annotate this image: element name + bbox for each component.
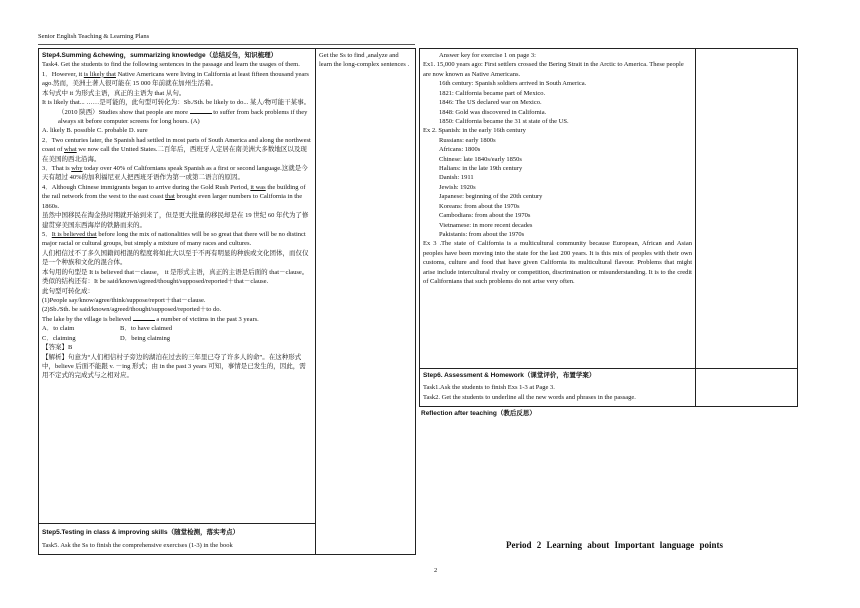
- conversion-label: 此句型可转化成：: [42, 287, 94, 295]
- ex1-answer: Ex1. 15,000 years ago: First settlers crossed the Bering Strait in the Arctic to America. These people are now known as Native Americans.: [423, 61, 684, 78]
- step6-title: Step6. Assessment & Homework（课堂评价，布置学案）: [423, 372, 596, 379]
- timeline-item-4: 1848: Gold was discovered in California.: [439, 108, 547, 116]
- exercise-1-options: A. likely B. possible C. probable D. sure: [42, 127, 148, 135]
- step5-cell: [38, 523, 316, 555]
- ex3-answer: Ex 3 .The state of California is a multicultural community because European, African and Asian peoples have been moving into the state for the last 200 years. It is this mix of peoples with their own customs, culture and food that have given California its multicultural flavour. Problems that might arise include intercultural rivalry or competition, discrimination or misunderstanding. It is to the credit of Californians that such problems do not arise very often.: [423, 240, 692, 286]
- exercise-2-options-ab: A．to claim B．to have claimed: [42, 325, 172, 333]
- exercise-1: （2010 陕西）Studies show that people are more to suffer from back problems if they always sit before computer screens for long hours. (A): [58, 108, 308, 125]
- ex2-item-7: Japanese: beginning of the 20th century: [439, 193, 543, 201]
- period-title: Period 2 Learning about Important language points: [506, 540, 724, 550]
- similar-structures: 类似的结构还有：It be said/known/agreed/thought/supposed/reported＋that－clause.: [42, 278, 269, 286]
- task4-intro: Task4. Get the students to find the following sentences in the passage and learn the usages of them.: [42, 61, 300, 69]
- step5-title: Step5.Testing in class & improving skills（随堂检测，落实考点）: [42, 529, 240, 536]
- exercise-2: The lake by the village is believed a number of victims in the past 3 years.: [42, 315, 259, 323]
- ex2-item-5: Danish: 1911: [439, 174, 474, 182]
- page-number: 2: [434, 567, 438, 574]
- homework-task-1: Task1.Ask the students to finish Exs 1-3 at Page 3.: [423, 384, 555, 392]
- ex2-item-8: Koreans: from about the 1970s: [439, 202, 520, 210]
- sentence-2: 2．Two centuries later, the Spanish had settled in most parts of South America and along the northwest coast of what we now call the United States.二百年后，西班牙人定居在南美洲大多数地区以及现在美国的西北沿海。: [42, 136, 311, 163]
- step4-title: Step4.Summing &chewing，summarizing knowledge（总结反刍，知识梳理）: [42, 52, 278, 59]
- answer-key-cell: [419, 48, 696, 369]
- remarks-cell-top: [695, 48, 798, 369]
- step4-cell: [38, 48, 316, 524]
- ex2-item-6: Jewish: 1920s: [439, 183, 476, 191]
- sentence-4-translation: 虽然中国移民在淘金热时期就开始到来了，但是更大批量的移民却是在 19 世纪 60 年代为了修建贯穿美国东西海岸的铁路而来的。: [42, 212, 309, 229]
- homework-task-2: Task2. Get the students to underline all the new words and phrases in the passage.: [423, 393, 636, 401]
- timeline-item-5: 1850: California became the 31 st state of the US.: [439, 117, 569, 125]
- sentence-1-note-2: It is likely that... ……是可能的，此句型可转化为：Sb./Sth. be likely to do... 某人/物可能干某事。: [42, 99, 311, 107]
- sentence-3: 3．That is why today over 40% of Californians speak Spanish as a first or second language.这就是今天有超过 40%的加利福尼亚人把西班牙语作为第一或第二语言的原因。: [42, 165, 308, 182]
- sentence-5: 5．It is believed that before long the mix of nationalities will be so great that there will be no distinct major racial or cultural groups, but simply a mixture of many races and cultures.: [42, 231, 306, 248]
- conversion-1: (1)People say/know/agree/think/suppose/report＋that－clause.: [42, 296, 206, 304]
- ex2-title: Ex 2. Spanish: in the early 16th century: [423, 127, 526, 135]
- ex2-item-4: Halians: in the late 19th century: [439, 165, 523, 173]
- analysis: 【解析】句意为“人们相信村子旁边的湖泊在过去的三年里已夺了许多人的命”。在这种形式中，believe 后面不能跟 v. －ing 形式；由 in the past 3 years 可知，事情是已发生的，因此，需用不定式的完成式与之相对应。: [42, 353, 306, 380]
- answer: 【答案】B: [42, 344, 73, 352]
- task5: Task5. Ask the Ss to finish the comprehensive exercises (1-3) in the book: [42, 542, 233, 550]
- timeline-item-3: 1846: The US declared war on Mexico.: [439, 99, 542, 107]
- sentence-4: 4．Although Chinese immigrants began to arrive during the Gold Rush Period, it was the building of the rail network from the west to the east coast that brought even larger numbers to California in the 1860s.: [42, 183, 306, 210]
- design-intent-cell: [315, 48, 416, 555]
- ex2-item-3: Chinese: late 1840s/early 1850s: [439, 155, 522, 163]
- ex2-item-9: Cambodians: from about the 1970s: [439, 212, 531, 220]
- sentence-1-note-1: 本句式中 it 为形式主语，真正的主语为 that 从句。: [42, 89, 186, 97]
- answer-key-title: Answer key for exercise 1 on page 3:: [439, 52, 536, 59]
- reflection-label: Reflection after teaching（教后反思）: [421, 410, 536, 417]
- ex2-item-10: Vietnamese: in more recent decades: [439, 221, 533, 229]
- sentence-5-note: 本句用的句型是 It is believed that－clause， it 是形式主语，真正的主语是后面的 that－clause。: [42, 268, 309, 276]
- remarks-cell-bottom: [695, 368, 798, 407]
- ex2-item-2: Africans: 1800s: [439, 146, 481, 154]
- ex2-item-11: Pakistanis: from about the 1970s: [439, 231, 525, 239]
- timeline-item-1: 16th century: Spanish soldiers arrived in South America.: [439, 80, 587, 88]
- sentence-5-translation: 人们相信过不了多久国籍间相混的程度将如此大以至于不再有明显的种族或文化团体，而仅仅是一个种族和文化的混合体。: [42, 249, 309, 267]
- design-intent-text: Get the Ss to find ,analyze and learn the long-complex sentences .: [319, 52, 410, 69]
- exercise-2-options-cd: C．claiming D．being claiming: [42, 334, 171, 342]
- header-rule: [38, 44, 415, 45]
- sentence-1: 1．However, it is likely that Native Americans were living in California at least fifteen thousand years ago.然而，美洲土著人很可能在 15 000 年前就在加州生活着。: [42, 70, 309, 88]
- conversion-2: (2)Sb./Sth. be said/known/agreed/thought/supposed/reported＋to do.: [42, 306, 222, 314]
- page-header: Senior English Teaching & Learning Plans: [38, 33, 150, 40]
- step6-cell: [419, 368, 696, 407]
- timeline-item-2: 1821: California became part of Mexico.: [439, 89, 546, 97]
- ex2-item-1: Russians: early 1800s: [439, 136, 496, 144]
